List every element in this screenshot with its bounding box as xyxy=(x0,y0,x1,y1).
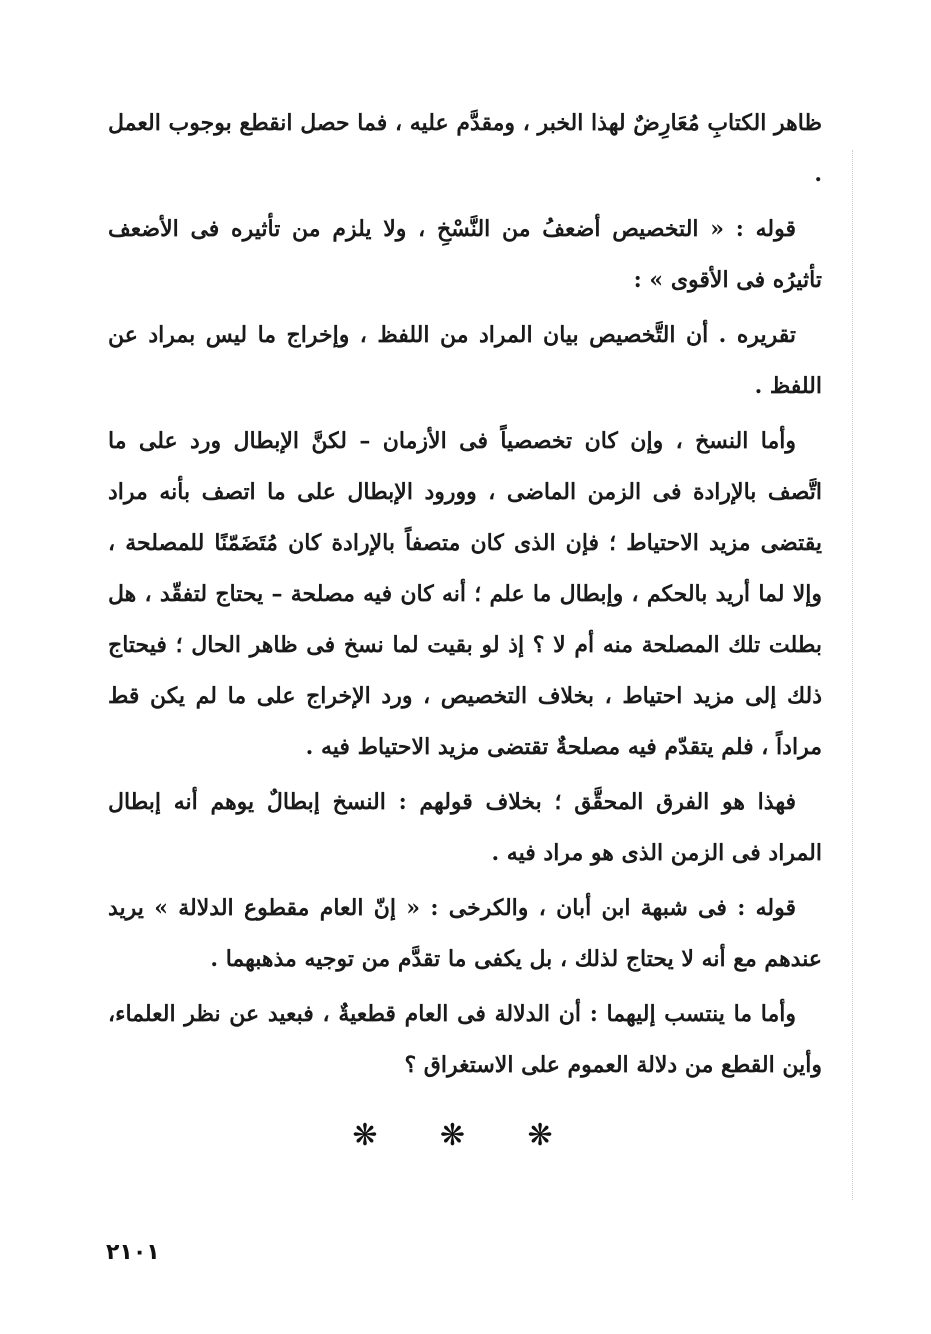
body-text xyxy=(108,98,822,1095)
paragraph-5: فهذا هو الفرق المحقَّق ؛ بخلاف قولهم : النسخ إبطالٌ يوهم أنه إبطال المراد فى الزمن الذى هو مراد فيه . xyxy=(108,789,822,866)
page-edge-line xyxy=(852,150,853,1200)
page-number: ٢١٠١ xyxy=(106,1240,160,1265)
paragraph-4: وأما النسخ ، وإن كان تخصصياً فى الأزمان – لكنَّ الإبطال ورد على ما اتَّصف بالإرادة فى الزمن الماضى ، وورود الإبطال على ما اتصف بأنه مراد يقتضى مزيد الاحتياط ؛ فإن الذى كان متصفاً بالإرادة كان مُتَضَمّنًا للمصلحة ، وإلا لما أريد بالحكم ، وإبطال ما علم ؛ أنه كان فيه مصلحة – يحتاج لتفقّد ، هل بطلت تلك المصلحة منه أم لا ؟ إذ لو بقيت لما نسخ فى ظاهر الحال ؛ فيحتاج ذلك إلى مزيد احتياط ، بخلاف التخصيص ، ورد الإخراج على ما لم يكن قط مراداً ، فلم يتقدّم فيه مصلحةٌ تقتضى مزيد الاحتياط فيه . xyxy=(108,428,822,760)
paragraph-1: ظاهر الكتابِ مُعَارِضٌ لهذا الخبر ، ومقدَّم عليه ، فما حصل انقطع بوجوب العمل . xyxy=(108,110,823,187)
paragraph-6: قوله : فى شبهة ابن أبان ، والكرخى : « إنّ العام مقطوع الدلالة » يريد عندهم مع أنه لا يحتاج لذلك ، بل يكفى ما تقدَّم من توجيه مذهبهما . xyxy=(108,895,822,972)
paragraph-2: قوله : « التخصيص أضعفُ من النَّسْخِ ، ولا يلزم من تأثيره فى الأضعف تأثيرُه فى الأقوى » : xyxy=(108,216,822,293)
paragraph-3: تقريره . أن التَّخصيص بيان المراد من اللفظ ، وإخراج ما ليس بمراد عن اللفظ . xyxy=(108,322,822,399)
section-divider-ornament: ❋ ❋ ❋ xyxy=(352,1118,579,1153)
paragraph-7: وأما ما ينتسب إليهما : أن الدلالة فى العام قطعيةٌ ، فبعيد عن نظر العلماء، وأين القطع من دلالة العموم على الاستغراق ؟ xyxy=(108,1001,822,1078)
